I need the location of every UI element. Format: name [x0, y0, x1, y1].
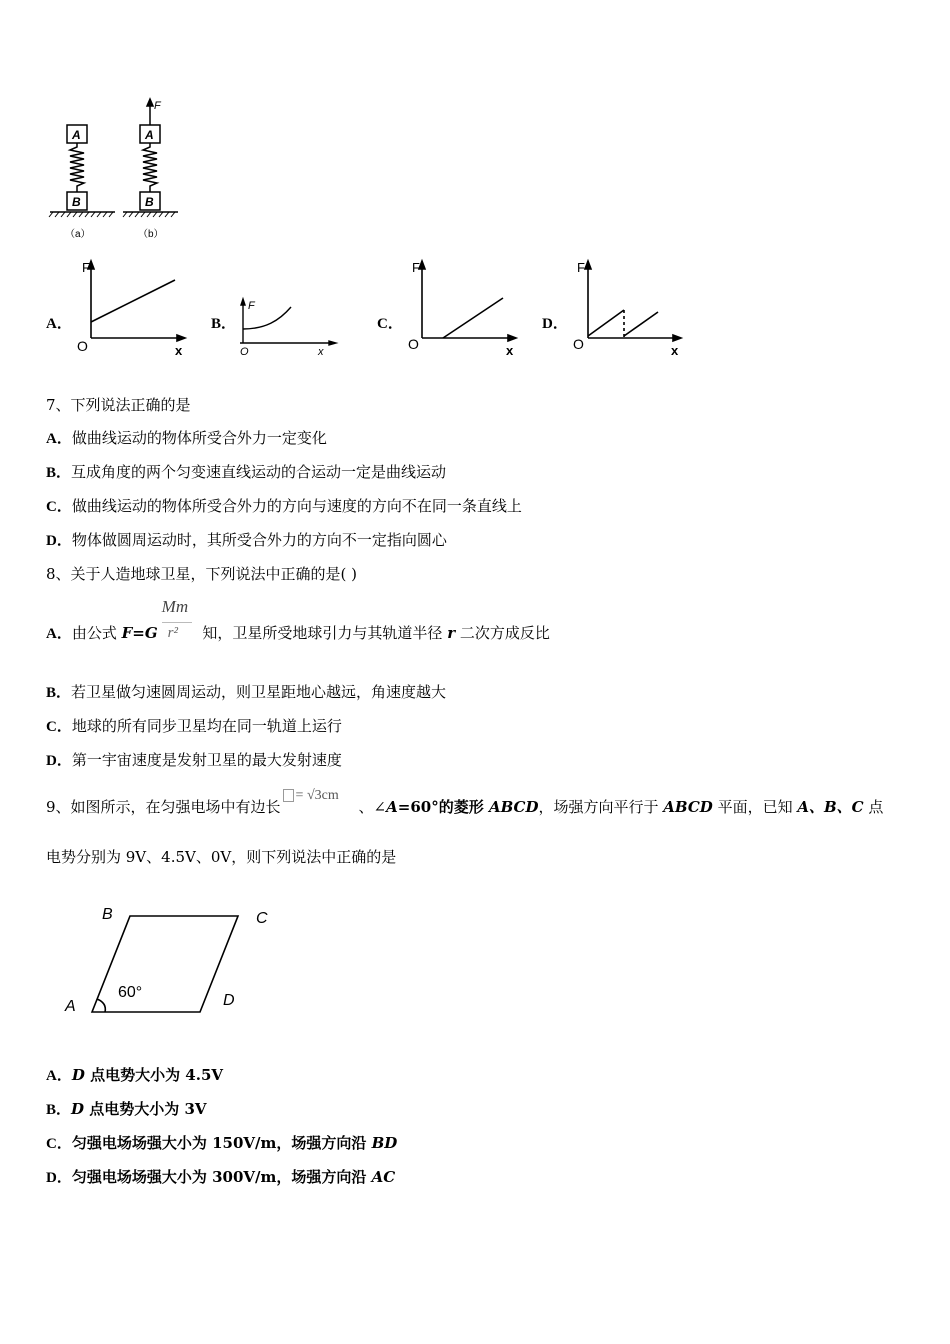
- q6-graph-d-axis-y: F: [577, 260, 585, 275]
- q9-option-c-text: 匀强电场场强大小为 150V/m，场强方向沿: [71, 1134, 372, 1152]
- figure-a-block-b-label: B: [72, 195, 81, 209]
- q7-option-d-text: 物体做圆周运动时，其所受合外力的方向不一定指向圆心: [71, 531, 447, 549]
- figure-b-block-b-label: B: [145, 195, 154, 209]
- q9-option-a-var: D: [71, 1066, 85, 1084]
- q9-option-b-var: D: [71, 1100, 85, 1118]
- q9-side-formula-box: [283, 789, 294, 802]
- q7-option-b-text: 互成角度的两个匀变速直线运动的合运动一定是曲线运动: [71, 463, 447, 481]
- q6-option-b-label[interactable]: B．: [211, 316, 237, 332]
- q6-graph-c-axis-y: F: [412, 260, 420, 275]
- figure-a: [49, 125, 115, 217]
- q7-option-c-label: C．: [46, 499, 72, 515]
- q9-option-d[interactable]: [46, 1167, 395, 1188]
- rhombus-figure: [55, 895, 295, 1025]
- q7-option-d[interactable]: [46, 530, 447, 551]
- q9-stem-line-2: 电势分别为 9V、4.5V、0V，则下列说法中正确的是: [46, 848, 397, 866]
- q9-option-a-text: 点电势大小为 4.5V: [84, 1066, 224, 1084]
- q9-stem-part-3: =60°的菱形: [397, 798, 489, 816]
- q9-stem-part-2: 、∠: [358, 798, 387, 816]
- q8-formula-lhs: F=G: [121, 624, 158, 642]
- angle-arc: [97, 999, 105, 1012]
- q6-option-d-label[interactable]: D．: [542, 316, 568, 332]
- q6-graph-c-axis-x: x: [506, 343, 514, 358]
- q9-option-b-text: 点电势大小为 3V: [84, 1100, 207, 1118]
- q6-graph-b-axis-y: F: [248, 300, 255, 312]
- rhombus-label-b: B: [102, 906, 113, 923]
- q6-graph-d-line-1: [588, 310, 624, 336]
- figure-a-caption: （a）: [65, 229, 91, 240]
- q9-points: A、B、C: [797, 798, 864, 816]
- q8-option-b-text: 若卫星做匀速圆周运动，则卫星距地心越远，角速度越大: [71, 683, 447, 701]
- q6-option-a-label[interactable]: A．: [46, 316, 72, 332]
- q9-option-d-label: D．: [46, 1170, 72, 1186]
- q8-stem: 8、关于人造地球卫星，下列说法中正确的是( ): [46, 565, 358, 583]
- q9-stem-part-6: 点: [863, 798, 884, 816]
- q6-graph-b-axis-x: x: [318, 346, 324, 358]
- q8-option-d-text: 第一宇宙速度是发射卫星的最大发射速度: [71, 751, 342, 769]
- q8-fraction-denominator: r²: [167, 625, 178, 641]
- q7-option-b-label: B．: [46, 465, 72, 481]
- q8-option-a-label: A．: [46, 626, 72, 642]
- q9-stem-line-1: [46, 788, 884, 817]
- q8-fraction-numerator: Mm: [161, 597, 189, 616]
- q8-option-c-text: 地球的所有同步卫星均在同一轨道上运行: [71, 717, 342, 735]
- q6-graph-d: [570, 256, 690, 361]
- q6-graph-c-origin: O: [408, 336, 419, 352]
- q9-stem-part-1: 9、如图所示，在匀强电场中有边长: [46, 798, 281, 816]
- q8-option-c[interactable]: [46, 716, 342, 737]
- q9-option-c-var: BD: [371, 1134, 398, 1152]
- q7-option-b[interactable]: [46, 462, 446, 483]
- q8-option-b-label: B．: [46, 685, 72, 701]
- q8-option-a-text-1: 知，卫星所受地球引力与其轨道半径: [197, 624, 448, 642]
- q6-graph-b-origin: O: [240, 346, 249, 358]
- q8-formula-fraction: [158, 597, 198, 643]
- rhombus-abcd: [92, 916, 238, 1012]
- q7-option-a[interactable]: [46, 428, 327, 449]
- figure-b-force-label: F: [154, 100, 161, 112]
- q9-option-d-var: AC: [371, 1168, 396, 1186]
- q7-option-a-text: 做曲线运动的物体所受合外力一定变化: [71, 429, 327, 447]
- q9-side-formula: [281, 788, 359, 817]
- q8-option-d-label: D．: [46, 753, 72, 769]
- q9-stem-part-5: 平面，已知: [712, 798, 798, 816]
- q6-option-c-label[interactable]: C．: [377, 316, 403, 332]
- rhombus-angle-label: 60°: [118, 984, 143, 1001]
- q6-graph-d-origin: O: [573, 336, 584, 352]
- q9-option-c[interactable]: [46, 1133, 397, 1154]
- q9-option-c-label: C．: [46, 1136, 72, 1152]
- q8-option-a[interactable]: [46, 597, 550, 644]
- q9-option-d-text: 匀强电场场强大小为 300V/m，场强方向沿: [71, 1168, 372, 1186]
- q6-graph-c-line: [443, 298, 503, 338]
- q9-option-a[interactable]: [46, 1065, 223, 1086]
- q7-option-d-label: D．: [46, 533, 72, 549]
- q6-graph-a-axis-y: F: [82, 260, 90, 275]
- figure-b-caption: （b）: [138, 229, 164, 240]
- q8-option-d[interactable]: [46, 750, 342, 771]
- q7-option-c[interactable]: [46, 496, 522, 517]
- q8-option-a-pre: 由公式: [71, 624, 122, 642]
- q7-option-c-text: 做曲线运动的物体所受合外力的方向与速度的方向不在同一条直线上: [71, 497, 522, 515]
- q9-stem-part-4: ，场强方向平行于: [538, 798, 664, 816]
- q6-graph-d-axis-x: x: [671, 343, 679, 358]
- q6-graph-d-line-2: [624, 312, 658, 336]
- q8-option-a-text-2: 二次方成反比: [455, 624, 550, 642]
- q9-option-b-label: B．: [46, 1102, 72, 1118]
- figure-b-block-a-label: A: [145, 128, 154, 142]
- q9-option-a-label: A．: [46, 1068, 72, 1084]
- figure-a-block-a-label: A: [72, 128, 81, 142]
- q6-graph-a-axis-x: x: [175, 343, 183, 358]
- q9-option-b[interactable]: [46, 1099, 207, 1120]
- q8-option-a-var-r: r: [447, 624, 456, 642]
- spring-blocks-figure: [45, 95, 195, 245]
- q9-shape-name: ABCD: [488, 798, 539, 816]
- q6-graph-a-line: [91, 280, 175, 322]
- q9-angle-var: A: [386, 798, 398, 816]
- q8-option-b[interactable]: [46, 682, 446, 703]
- q9-plane-name: ABCD: [663, 798, 713, 816]
- rhombus-label-d: D: [223, 992, 235, 1009]
- q7-option-a-label: A．: [46, 431, 72, 447]
- q8-option-c-label: C．: [46, 719, 72, 735]
- q6-graph-a: [75, 256, 195, 361]
- rhombus-label-a: A: [65, 998, 76, 1015]
- q7-stem: 7、下列说法正确的是: [46, 396, 191, 414]
- rhombus-label-c: C: [256, 910, 268, 927]
- q9-side-formula-text: = √3cm: [295, 788, 339, 803]
- q6-graph-a-origin: O: [77, 338, 88, 354]
- q6-graph-c: [405, 256, 525, 361]
- q6-graph-b: [235, 295, 340, 360]
